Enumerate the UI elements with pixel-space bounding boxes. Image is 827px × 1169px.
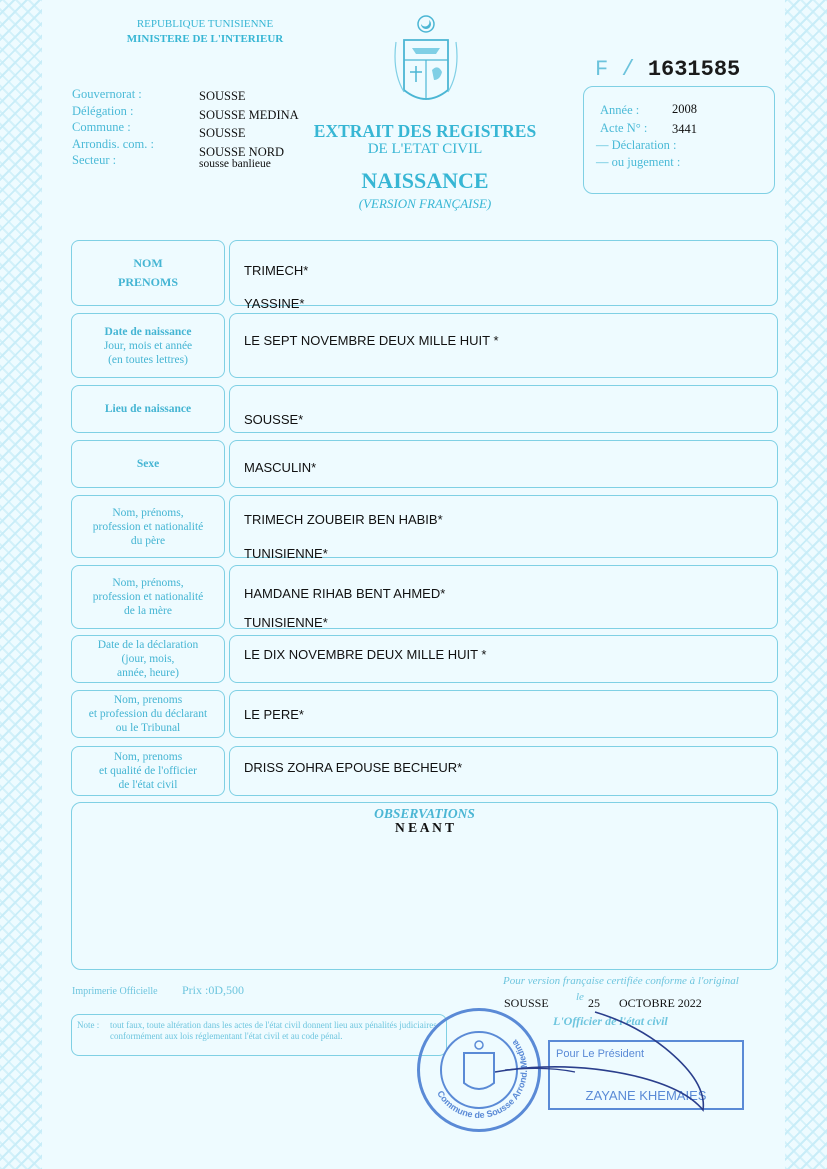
value-gouvernorat: SOUSSE (199, 89, 246, 103)
value-prenoms: YASSINE* (244, 296, 305, 311)
handwritten-signature (485, 1000, 725, 1120)
jugement-label: — ou jugement : (596, 155, 681, 169)
value-sexe: MASCULIN* (244, 460, 317, 475)
label-toutes-lettres: (en toutes lettres) (108, 353, 188, 366)
value-pere-nationalite: TUNISIENNE* (244, 546, 328, 561)
label-declarant-2: et profession du déclarant (88, 708, 208, 720)
value-nom: TRIMECH* (244, 263, 309, 278)
annee-value: 2008 (672, 102, 697, 116)
label-commune: Commune : (72, 120, 131, 134)
serial-value: 1631585 (647, 57, 741, 82)
observations-value: N E A N T (394, 820, 455, 835)
serial-prefix: F / (595, 57, 635, 82)
value-mere-nationalite: TUNISIENNE* (244, 615, 328, 630)
label-arrondis: Arrondis. com. : (72, 136, 154, 151)
title-version: (VERSION FRANÇAISE) (358, 196, 492, 211)
label-date-naissance: Date de naissance (104, 325, 192, 338)
observations-title: OBSERVATIONS (374, 806, 475, 821)
value-arrondis: SOUSSE NORD (199, 144, 285, 159)
admin-values (199, 87, 299, 171)
acte-label: Acte N° : (600, 121, 648, 135)
value-commune: SOUSSE (199, 126, 246, 140)
coat-of-arms-logo (392, 12, 460, 110)
place-city: SOUSSE (504, 996, 549, 1010)
prix-label: Prix :0D,500 (182, 983, 245, 997)
note-box (71, 1014, 447, 1056)
value-cell-nom (229, 240, 778, 311)
date-le: le (576, 991, 584, 1003)
label-mere-1: Nom, prénoms, (112, 577, 184, 589)
label-nom: NOM (133, 256, 163, 270)
stamp-officer-name: ZAYANE KHEMAIES (585, 1088, 707, 1103)
label-mere-3: de la mère (124, 605, 172, 617)
value-cell-declaration (229, 635, 778, 683)
serial-number (595, 57, 740, 82)
label-lieu: Lieu de naissance (104, 403, 192, 415)
value-declaration: LE DIX NOVEMBRE DEUX MILLE HUIT * (244, 647, 487, 662)
label-cell-lieu (71, 385, 225, 433)
label-officier-1: Nom, prenoms (113, 751, 183, 763)
note-label: Note : (77, 1020, 100, 1030)
label-declarant-3: ou le Tribunal (115, 722, 181, 734)
republic-heading: REPUBLIQUE TUNISIENNE (136, 18, 274, 30)
imprimerie-label: Imprimerie Officielle (72, 986, 158, 997)
label-pere-1: Nom, prénoms, (112, 506, 184, 519)
value-cell-sexe (229, 440, 778, 488)
label-cell-pere (71, 495, 225, 558)
label-cell-mere (71, 565, 225, 629)
label-officier-2: et qualité de l'officier (99, 765, 197, 777)
acte-box (583, 86, 775, 194)
value-declarant: LE PERE* (244, 707, 304, 722)
value-secteur: sousse banlieue (199, 158, 271, 170)
guilloche-border-right (785, 0, 827, 1169)
annee-label: Année : (600, 103, 640, 117)
date-day: 25 (588, 996, 600, 1010)
label-jour-mois: Jour, mois et année (103, 339, 193, 352)
value-cell-declarant (229, 690, 778, 738)
label-pere-3: du père (130, 534, 166, 547)
observations-box (71, 802, 778, 970)
value-cell-officier (229, 746, 778, 796)
ministry-heading: MINISTERE DE L'INTERIEUR (126, 33, 284, 45)
label-gouvernorat: Gouvernorat : (72, 87, 142, 101)
label-cell-nom (71, 240, 225, 306)
label-cell-declarant (71, 690, 225, 738)
label-sexe: Sexe (136, 458, 160, 470)
label-mere-2: profession et nationalité (92, 591, 204, 603)
value-lieu: SOUSSE* (244, 412, 304, 427)
admin-labels (72, 86, 154, 169)
title-etat-civil: DE L'ETAT CIVIL (367, 141, 483, 157)
certification-text: Pour version française certifiée conforme à l'original (503, 975, 739, 987)
label-prenoms: PRENOMS (118, 275, 178, 289)
label-cell-officier (71, 746, 225, 796)
acte-value: 3441 (672, 122, 697, 136)
declaration-label: — Déclaration : (596, 138, 677, 152)
value-delegation: SOUSSE MEDINA (199, 107, 299, 122)
label-secteur: Secteur : (72, 153, 117, 167)
stamp-top-text: Pour Le Président (556, 1048, 645, 1060)
title-extrait: EXTRAIT DES REGISTRES (313, 121, 537, 141)
label-declaration-3: année, heure) (117, 667, 179, 679)
value-cell-date-naissance (229, 313, 778, 378)
label-declaration-2: (jour, mois, (121, 653, 175, 665)
officer-title: L'Officier de l'état civil (553, 1014, 668, 1028)
label-declaration-1: Date de la déclaration (97, 639, 199, 651)
value-cell-pere (229, 495, 778, 561)
value-mere-nom: HAMDANE RIHAB BENT AHMED* (244, 586, 446, 601)
value-pere-nom: TRIMECH ZOUBEIR BEN HABIB* (244, 512, 443, 527)
title-naissance: NAISSANCE (361, 168, 489, 193)
label-cell-declaration (71, 635, 225, 683)
value-cell-lieu (229, 385, 778, 433)
label-delegation: Délégation : (72, 103, 134, 118)
label-officier-3: de l'état civil (118, 779, 178, 791)
value-date-naissance: LE SEPT NOVEMBRE DEUX MILLE HUIT * (244, 333, 499, 348)
label-declarant-1: Nom, prenoms (113, 694, 183, 706)
note-text: tout faux, toute altération dans les actes de l'état civil donnent lieu aux pénalités judiciaires conformément aux lois réglementant l'état civil et au code pénal. (110, 1020, 437, 1041)
round-stamp-text: Commune de Sousse Arrond. Medina (435, 1037, 530, 1121)
label-cell-sexe (71, 440, 225, 488)
label-pere-2: profession et nationalité (92, 520, 204, 533)
value-cell-mere (229, 565, 778, 629)
label-cell-date-naissance (71, 313, 225, 378)
date-month-year: OCTOBRE 2022 (619, 996, 702, 1010)
value-officier: DRISS ZOHRA EPOUSE BECHEUR* (244, 760, 463, 775)
guilloche-border-left (0, 0, 42, 1169)
